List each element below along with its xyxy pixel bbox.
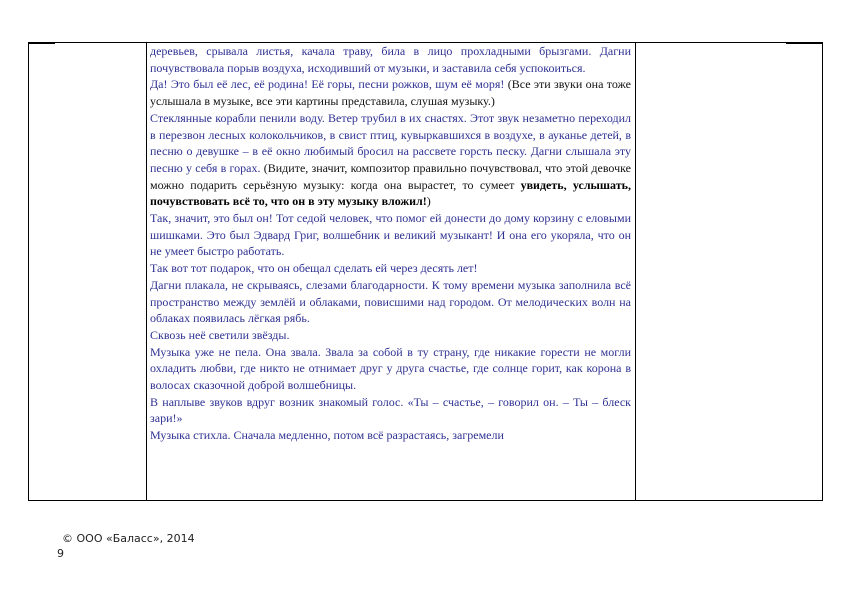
paragraph-8: Музыка уже не пела. Она звала. Звала за собой в ту страну, где никакие горести не могли охладить любви, где никто не отнимает друг у друга счастье, где солнце горит, как корона в волосах сказочной доброй волшебницы. xyxy=(150,344,631,393)
column-divider-right xyxy=(635,43,636,500)
paragraph-2-commentary: (Все эти звуки она тоже услышала в музыке, все эти картины представила, слушая музыку.) xyxy=(150,77,632,109)
paragraph-3-story: Стеклянные корабли пенили воду. Ветер трубил в их снастях. Этот звук незаметно переходил в перезвон лесных колокольчиков, в свист птиц, кувыркавшихся в воздухе, в ауканье детей, в песню о девушке – в её окно любимый бросил на рассвете горсть песку. Дагни слышала эту песню у себя в горах. xyxy=(150,110,631,175)
copyright-notice: © ООО «Баласс», 2014 xyxy=(62,532,195,545)
paragraph-6: Дагни плакала, не скрываясь, слезами благодарности. К тому времени музыка заполнила всё пространство между землёй и облаками, повисшими над городом. От мелодических волн на облаках появилась лёгкая рябь. xyxy=(150,277,631,326)
paragraph-7: Сквозь неё светили звёзды. xyxy=(150,327,290,342)
paragraph-3-bold-commentary: увидеть, услышать, почувствовать всё то, что он в эту музыку вложил! xyxy=(150,177,631,209)
paragraph-10: Музыка стихла. Сначала медленно, потом всё разрастаясь, загремели xyxy=(150,428,504,443)
paragraph-3-commentary-end: ) xyxy=(426,194,431,209)
lesson-table xyxy=(28,42,823,501)
paragraph-1: деревьев, срывала листья, качала траву, била в лицо прохладными брызгами. Дагни почувствовала порыв воздуха, исходивший от музыки, и заставила себя успокоиться. xyxy=(150,44,631,75)
paragraph-2 xyxy=(150,76,631,109)
page-number: 9 xyxy=(57,547,64,560)
paragraph-4: Так, значит, это был он! Тот седой человек, что помог ей донести до дому корзину с еловыми шишками. Это был Эдвард Григ, волшебник и великий музыкант! И она его укоряла, что он не умеет быстро работать. xyxy=(150,211,631,259)
paragraph-3 xyxy=(150,110,631,210)
paragraph-3-commentary: (Видите, значит, композитор правильно почувствовал, что этой девочке можно подарить серьёзную музыку: когда она вырастет, то сумеет xyxy=(150,160,631,192)
paragraph-9: В наплыве звуков вдруг возник знакомый голос. «Ты – счастье, – говорил он. – Ты – блеск зари!» xyxy=(150,394,631,426)
story-text-cell xyxy=(147,43,635,500)
paragraph-5: Так вот тот подарок, что он обещал сделать ей через десять лет! xyxy=(150,261,478,276)
paragraph-2-story: Да! Это был её лес, её родина! Её горы, песни рожков, шум её моря! xyxy=(150,77,505,92)
